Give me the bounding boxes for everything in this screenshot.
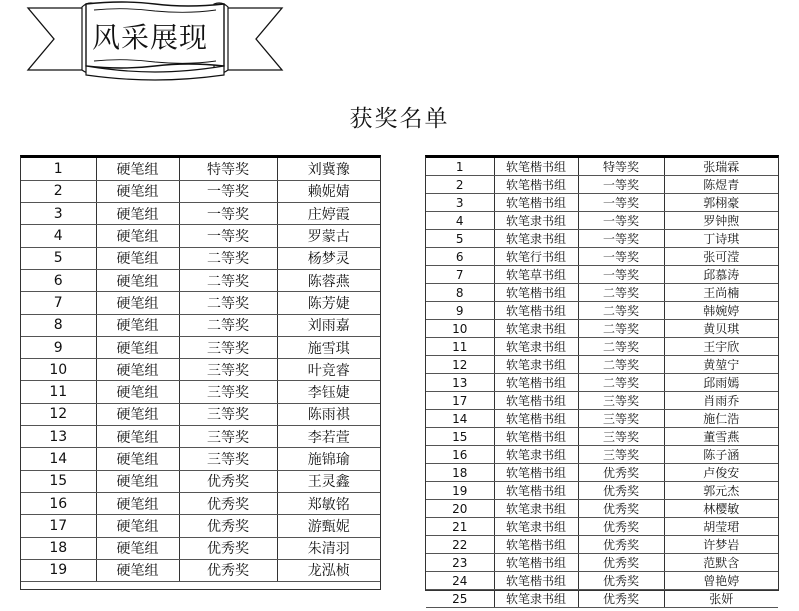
category-cell: 软笔楷书组 [494,536,578,554]
name-cell: 卢俊安 [664,464,778,482]
table-row [426,554,778,572]
award-cell: 优秀奖 [179,470,277,492]
award-cell: 一等奖 [179,225,277,247]
name-cell: 杨梦灵 [277,247,380,269]
rank-cell: 22 [426,536,494,554]
name-cell: 陈蓉燕 [277,269,380,291]
rank-cell: 17 [21,515,96,537]
table-row [426,212,778,230]
award-cell: 二等奖 [578,356,664,374]
category-cell: 硬笔组 [96,403,179,425]
rank-cell: 25 [426,590,494,608]
name-cell: 黄贝琪 [664,320,778,338]
table-row [21,203,380,225]
award-cell: 三等奖 [179,336,277,358]
name-cell: 庄婷霞 [277,203,380,225]
name-cell: 陈雨祺 [277,403,380,425]
table-row [21,292,380,314]
award-cell: 优秀奖 [578,482,664,500]
category-cell: 软笔隶书组 [494,338,578,356]
name-cell: 陈芳婕 [277,292,380,314]
rank-cell: 5 [426,230,494,248]
rank-cell: 14 [21,448,96,470]
rank-cell: 4 [426,212,494,230]
name-cell: 张可滢 [664,248,778,266]
award-cell: 优秀奖 [179,515,277,537]
category-cell: 硬笔组 [96,336,179,358]
category-cell: 硬笔组 [96,247,179,269]
award-cell: 优秀奖 [578,536,664,554]
table-row [426,284,778,302]
table-row [426,320,778,338]
rank-cell: 7 [21,292,96,314]
table-row [21,381,380,403]
brush-table [426,158,778,608]
name-cell: 施锦瑜 [277,448,380,470]
rank-cell: 13 [426,374,494,392]
category-cell: 软笔隶书组 [494,230,578,248]
name-cell: 丁诗琪 [664,230,778,248]
name-cell: 王宇欣 [664,338,778,356]
name-cell: 李钰婕 [277,381,380,403]
category-cell: 硬笔组 [96,269,179,291]
name-cell: 林樱敏 [664,500,778,518]
rank-cell: 19 [426,482,494,500]
table-row [426,518,778,536]
name-cell: 郑敏铭 [277,492,380,514]
name-cell: 邱慕涛 [664,266,778,284]
category-cell: 硬笔组 [96,314,179,336]
rank-cell: 16 [21,492,96,514]
rank-cell: 10 [426,320,494,338]
award-cell: 二等奖 [179,314,277,336]
name-cell: 赖妮婧 [277,180,380,202]
table-row [21,448,380,470]
table-row [21,314,380,336]
table-row [21,247,380,269]
category-cell: 软笔隶书组 [494,446,578,464]
name-cell: 叶竞睿 [277,359,380,381]
award-cell: 特等奖 [578,158,664,176]
table-row [21,336,380,358]
name-cell: 龙泓桢 [277,559,380,581]
award-cell: 二等奖 [578,374,664,392]
name-cell: 范默含 [664,554,778,572]
award-cell: 三等奖 [578,392,664,410]
table-row [21,158,380,180]
award-cell: 优秀奖 [578,572,664,590]
award-cell: 优秀奖 [578,590,664,608]
table-row [426,446,778,464]
award-cell: 特等奖 [179,158,277,180]
category-cell: 硬笔组 [96,470,179,492]
table-row [21,470,380,492]
award-cell: 一等奖 [578,266,664,284]
rank-cell: 1 [426,158,494,176]
rank-cell: 13 [21,426,96,448]
name-cell: 王尚楠 [664,284,778,302]
category-cell: 硬笔组 [96,515,179,537]
table-row [426,392,778,410]
table-row [21,269,380,291]
award-cell: 二等奖 [179,247,277,269]
award-cell: 三等奖 [179,381,277,403]
table-row [426,464,778,482]
category-cell: 软笔隶书组 [494,590,578,608]
award-cell: 优秀奖 [179,559,277,581]
rank-cell: 1 [21,158,96,180]
name-cell: 张妍 [664,590,778,608]
rank-cell: 11 [21,381,96,403]
name-cell: 郭栩豪 [664,194,778,212]
rank-cell: 19 [21,559,96,581]
category-cell: 软笔楷书组 [494,410,578,428]
category-cell: 软笔隶书组 [494,500,578,518]
name-cell: 韩婉婷 [664,302,778,320]
table-row [426,356,778,374]
rank-cell: 8 [21,314,96,336]
category-cell: 硬笔组 [96,292,179,314]
name-cell: 郭元杰 [664,482,778,500]
name-cell: 王灵鑫 [277,470,380,492]
table-row [426,536,778,554]
rank-cell: 18 [426,464,494,482]
rank-cell: 15 [426,428,494,446]
rank-cell: 9 [21,336,96,358]
table-row [426,176,778,194]
table-row [21,403,380,425]
rank-cell: 2 [426,176,494,194]
category-cell: 软笔隶书组 [494,356,578,374]
category-cell: 软笔楷书组 [494,554,578,572]
name-cell: 张瑞霖 [664,158,778,176]
award-cell: 二等奖 [578,302,664,320]
award-cell: 二等奖 [179,269,277,291]
table-row [426,194,778,212]
category-cell: 软笔草书组 [494,266,578,284]
category-cell: 硬笔组 [96,158,179,180]
name-cell: 邱雨嫣 [664,374,778,392]
table-row [21,492,380,514]
category-cell: 软笔楷书组 [494,464,578,482]
name-cell: 罗蒙古 [277,225,380,247]
table-row [426,266,778,284]
category-cell: 硬笔组 [96,537,179,559]
category-cell: 硬笔组 [96,180,179,202]
table-row [426,374,778,392]
category-cell: 软笔楷书组 [494,176,578,194]
award-cell: 二等奖 [179,292,277,314]
name-cell: 施仁浩 [664,410,778,428]
rank-cell: 10 [21,359,96,381]
rank-cell: 14 [426,410,494,428]
rank-cell: 23 [426,554,494,572]
rank-cell: 9 [426,302,494,320]
award-cell: 三等奖 [179,448,277,470]
name-cell: 施雪琪 [277,336,380,358]
rank-cell: 15 [21,470,96,492]
category-cell: 软笔楷书组 [494,392,578,410]
category-cell: 硬笔组 [96,448,179,470]
rank-cell: 18 [21,537,96,559]
name-cell: 曾艳婷 [664,572,778,590]
table-row [426,590,778,608]
table-row [426,302,778,320]
category-cell: 硬笔组 [96,426,179,448]
rank-cell: 6 [426,248,494,266]
rank-cell: 4 [21,225,96,247]
table-row [21,559,380,581]
category-cell: 软笔楷书组 [494,158,578,176]
category-cell: 硬笔组 [96,203,179,225]
name-cell: 陈煜青 [664,176,778,194]
rank-cell: 6 [21,269,96,291]
rank-cell: 21 [426,518,494,536]
award-cell: 优秀奖 [179,537,277,559]
table-row [21,225,380,247]
category-cell: 硬笔组 [96,381,179,403]
name-cell: 肖雨乔 [664,392,778,410]
award-cell: 优秀奖 [578,464,664,482]
rank-cell: 20 [426,500,494,518]
name-cell: 游甄妮 [277,515,380,537]
name-cell: 许梦岩 [664,536,778,554]
table-row [426,158,778,176]
rank-cell: 12 [426,356,494,374]
name-cell: 刘雨嘉 [277,314,380,336]
award-cell: 一等奖 [578,230,664,248]
award-cell: 三等奖 [179,403,277,425]
category-cell: 软笔楷书组 [494,374,578,392]
table-row [426,230,778,248]
award-cell: 二等奖 [578,338,664,356]
award-cell: 优秀奖 [179,492,277,514]
name-cell: 李若萱 [277,426,380,448]
category-cell: 软笔隶书组 [494,320,578,338]
table-row [426,410,778,428]
award-cell: 优秀奖 [578,554,664,572]
table-row [426,428,778,446]
rank-cell: 2 [21,180,96,202]
award-cell: 一等奖 [578,212,664,230]
category-cell: 硬笔组 [96,492,179,514]
category-cell: 软笔楷书组 [494,482,578,500]
rank-cell: 11 [426,338,494,356]
rank-cell: 3 [426,194,494,212]
name-cell: 罗钟煦 [664,212,778,230]
rank-cell: 5 [21,247,96,269]
rank-cell: 12 [21,403,96,425]
name-cell: 董雪燕 [664,428,778,446]
category-cell: 软笔楷书组 [494,572,578,590]
award-cell: 三等奖 [578,446,664,464]
table-row [426,338,778,356]
name-cell: 陈子涵 [664,446,778,464]
category-cell: 硬笔组 [96,225,179,247]
table-row [426,500,778,518]
award-cell: 二等奖 [578,320,664,338]
award-cell: 优秀奖 [578,500,664,518]
name-cell: 黄堃宁 [664,356,778,374]
rank-cell: 3 [21,203,96,225]
award-cell: 二等奖 [578,284,664,302]
hard-pen-table [21,158,380,582]
name-cell: 刘冀豫 [277,158,380,180]
award-cell: 三等奖 [179,426,277,448]
table-row [21,515,380,537]
category-cell: 软笔楷书组 [494,284,578,302]
name-cell: 朱清羽 [277,537,380,559]
category-cell: 软笔楷书组 [494,302,578,320]
award-cell: 三等奖 [578,428,664,446]
table-row [426,248,778,266]
category-cell: 软笔楷书组 [494,194,578,212]
category-cell: 硬笔组 [96,559,179,581]
table-row [426,482,778,500]
category-cell: 软笔隶书组 [494,518,578,536]
table-row [21,180,380,202]
award-cell: 优秀奖 [578,518,664,536]
category-cell: 硬笔组 [96,359,179,381]
rank-cell: 8 [426,284,494,302]
category-cell: 软笔行书组 [494,248,578,266]
award-cell: 三等奖 [578,410,664,428]
category-cell: 软笔楷书组 [494,428,578,446]
award-cell: 一等奖 [179,203,277,225]
table-row [21,537,380,559]
rank-cell: 24 [426,572,494,590]
table-row [21,426,380,448]
table-row [426,572,778,590]
rank-cell: 7 [426,266,494,284]
name-cell: 胡莹珺 [664,518,778,536]
page-title: 获奖名单 [349,106,450,132]
rank-cell: 16 [426,446,494,464]
award-cell: 一等奖 [578,194,664,212]
hard-pen-award-table [20,155,381,590]
award-cell: 一等奖 [578,248,664,266]
table-row [21,359,380,381]
rank-cell: 17 [426,392,494,410]
category-cell: 软笔隶书组 [494,212,578,230]
award-cell: 一等奖 [179,180,277,202]
brush-award-table [425,155,779,606]
award-cell: 三等奖 [179,359,277,381]
award-cell: 一等奖 [578,176,664,194]
banner-title: 风采展现 [91,21,208,54]
